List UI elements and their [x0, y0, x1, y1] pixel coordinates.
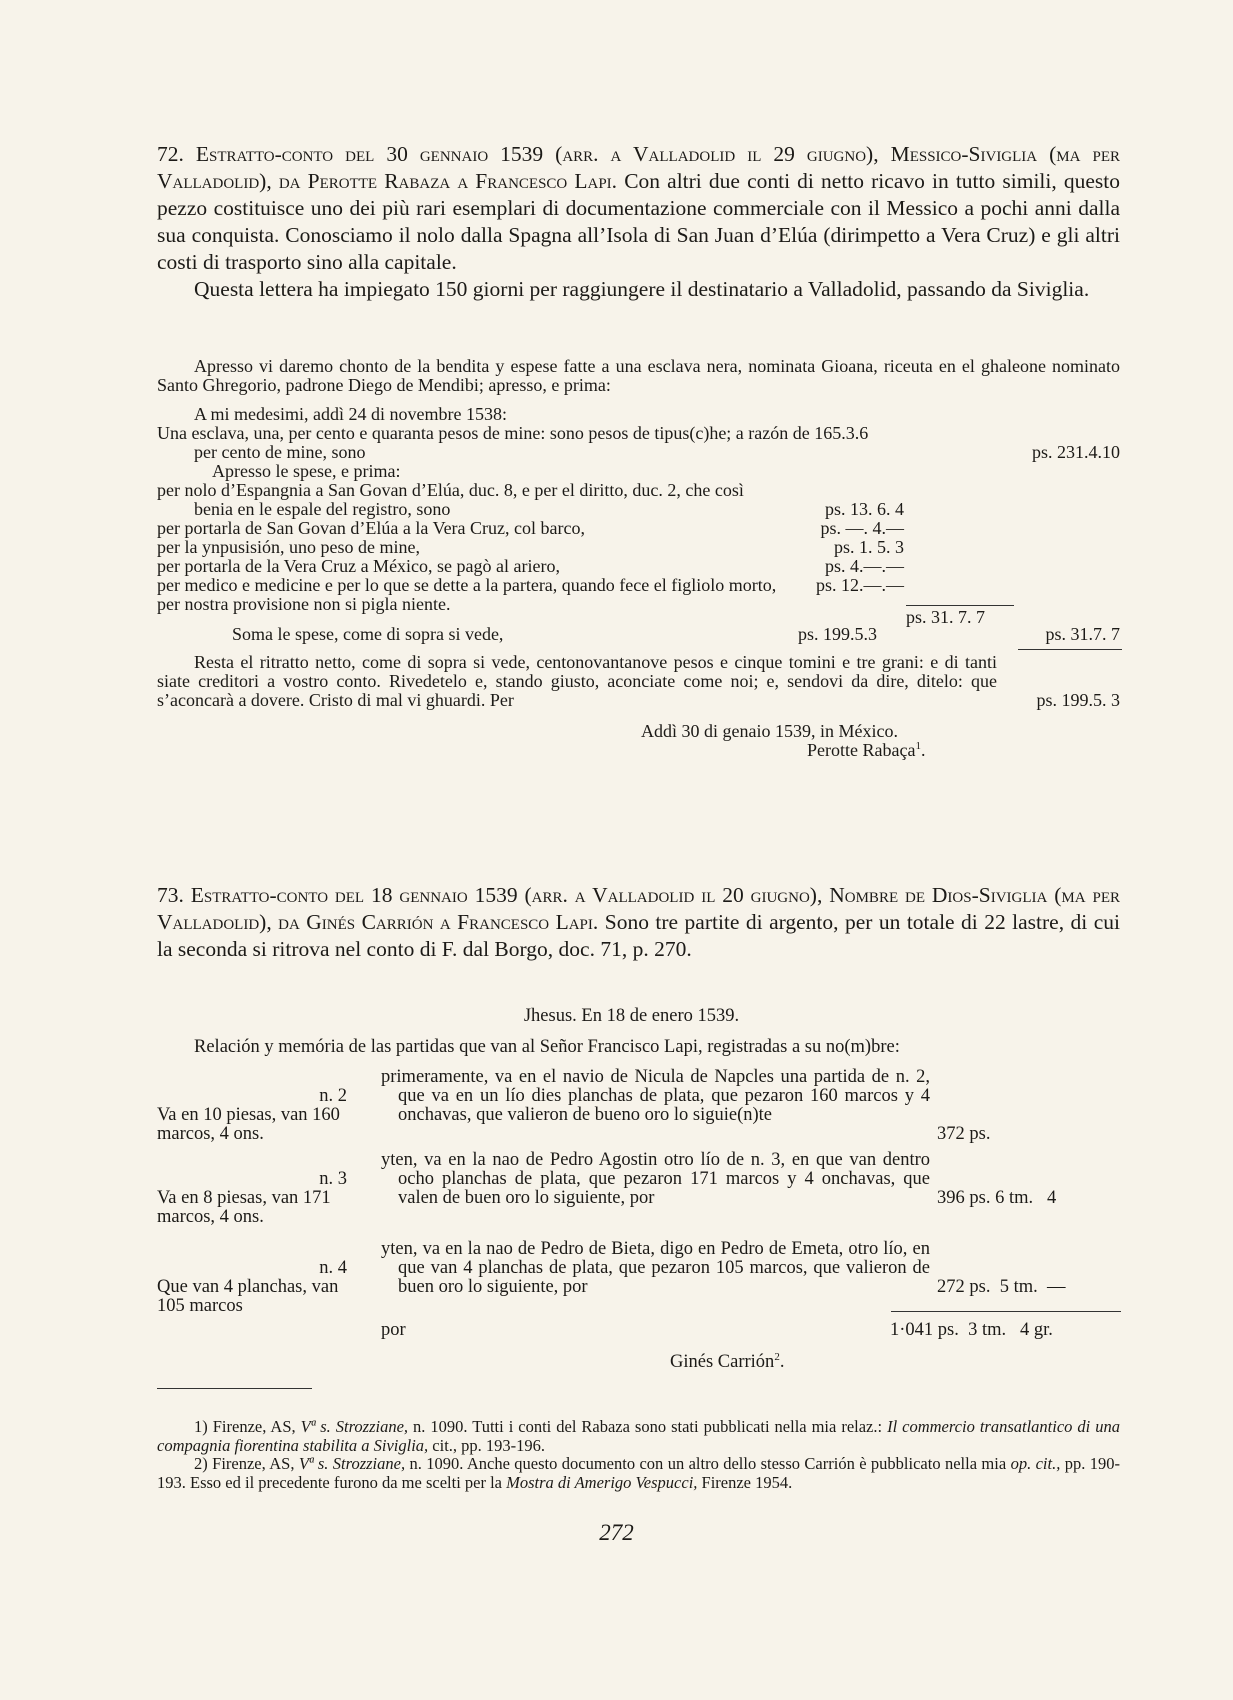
doc73-description: Sono tre partite di argento, per un totale di 22 lastre, di cui la seconda si ritrova nel conto di F. dal Borgo, doc. 71, p. 270.: [157, 910, 1120, 961]
doc73-signature: Ginés Carrión$^2$.: [670, 1350, 785, 1372]
ledger-row: per la ynpusisión, uno peso de mine, ps. 1. 5. 3: [157, 537, 904, 557]
doc72-subtotal: ps. 31. 7. 7: [906, 607, 986, 627]
footnote-ref-2: 2: [774, 1350, 780, 1363]
doc73-intro: [157, 882, 1120, 963]
ledger-row: Apresso le spese, e prima:: [212, 461, 401, 481]
doc72-resta: Resta el ritratto netto, come di sopra si vede, centonovantanove pesos e cinque tomini e tre grani: e di tanti siate creditori a vostro conto. Rivedetelo e, stando giusto, aconciate come noi; e, sendovi da dire, ditelo: que s’aconcarà a dovere. Cristo di mal vi ghuardi. Per: [157, 652, 997, 710]
entry-side: n. 3 Va en 8 piesas, van 171 marcos, 4 ons.: [157, 1169, 347, 1227]
doc72-date: Addì 30 di genaio 1539, in México.: [641, 721, 898, 741]
subtotal-rule: [906, 605, 1014, 606]
doc73-entry: n. 4 Que van 4 planchas, van 105 marcos yten, va en la nao de Pedro de Bieta, digo en Pedro de Emeta, otro lío, en que van 4 planchas de plata, que pezaron 105 marcos, que valieron de buen oro lo siguiente, por 272 ps. 5 tm. —: [157, 1239, 1066, 1316]
ledger-row: Una esclava, una, per cento e quaranta pesos de mine: sono pesos de tipus(c)he; a razón de 165.3.6: [157, 423, 869, 443]
doc72-intro: [157, 141, 1120, 303]
footnote-ref-1: 1: [915, 740, 921, 752]
doc72-number: 72.: [157, 142, 184, 166]
doc73-number: 73.: [157, 883, 184, 907]
doc72-ledger: [157, 405, 1120, 614]
ledger-row: per cento de mine, sono ps. 231.4.10: [194, 442, 1120, 462]
doc72-resta-total: ps. 199.5. 3: [1036, 690, 1120, 710]
ledger-row: benia en le espale del registro, sono ps. 13. 6. 4: [194, 499, 904, 519]
doc73-heading: Estratto-conto del 18 gennaio 1539 (arr. a Valladolid il 20 giugno), Nombre de Dios-Siviglia (ma per Valladolid), da Ginés Carrión a Francesco Lapi.: [157, 883, 1120, 934]
doc72-description: Con altri due conti di netto ricavo in tutto simili, questo pezzo costituisce uno dei più rari esemplari di documentazione commerciale con il Messico a pochi anni dalla sua conquista. Conosciamo il nolo dalla Spagna all’Isola di San Juan d’Elúa (dirimpetto a Vera Cruz) e gli altri costi di trasporto sino alla capitale.: [157, 169, 1120, 274]
doc72-opening: Apresso vi daremo chonto de la bendita y espese fatte a una esclava nera, nominata Gioana, riceuta en el ghaleone nominato Santo Ghregorio, padrone Diego de Mendibi; apresso, e prima:: [157, 356, 1120, 395]
doc73-jhesus: Jhesus. En 18 de enero 1539.: [523, 1006, 740, 1026]
page-number: 272: [599, 1520, 634, 1545]
footnote-rule: [157, 1388, 312, 1389]
ledger-row: per portarla de San Govan d’Elúa a la Vera Cruz, col barco, ps. —. 4.—: [157, 518, 904, 538]
ledger-row: per nostra provisione non si pigla niente.: [157, 594, 451, 614]
doc73-entry: n. 3 Va en 8 piesas, van 171 marcos, 4 ons. yten, va en la nao de Pedro Agostin otro lío de n. 3, en que van dentro ocho planchas de plata, que pezaron 171 marcos y 4 onchavas, que valen de buen oro lo siguiente, por 396 ps. 6 tm. 4: [157, 1150, 1057, 1227]
doc73-entry: n. 2 Va en 10 piesas, van 160 marcos, 4 ons. primeramente, va en el navio de Nicula de Napcles una partida de n. 2, que va en un lío dies planchas de plata, que pezaron 160 marcos y 4 onchavas, que valieron de bueno oro lo siguie(n)te 372 ps.: [157, 1067, 991, 1144]
doc72-signature: Perotte Rabaça$^1$.: [807, 740, 926, 760]
ledger-row: per nolo d’Espangnia a San Govan d’Elúa, duc. 8, e per el diritto, duc. 2, che così: [157, 480, 744, 500]
doc72-soma-label: Soma le spese, come di sopra si vede,: [232, 624, 504, 644]
soma-rule: [1018, 649, 1122, 650]
footnote-2: 2) Firenze, AS, Vª s. Strozziane, n. 1090. Anche questo documento con un altro dello stesso Carrión è pubblicato nella mia op. cit., pp. 190-193. Esso ed il precedente furono da me scelti per la Mostra di Amerigo Vespucci, Firenze 1954.: [157, 1454, 1120, 1492]
entry-side: n. 2 Va en 10 piesas, van 160 marcos, 4 ons.: [157, 1086, 347, 1144]
doc72-soma-mid: ps. 199.5.3: [798, 624, 878, 644]
doc72-soma-right: ps. 31.7. 7: [1045, 624, 1120, 644]
total-rule: [891, 1311, 1121, 1312]
doc72-note: Questa lettera ha impiegato 150 giorni per raggiungere il destinatario a Valladolid, passando da Siviglia.: [194, 277, 1090, 301]
footnotes: [157, 1418, 1120, 1492]
doc73-total: 1·041 ps. 3 tm. 4 gr.: [890, 1320, 1053, 1340]
ledger-row: A mi medesimi, addì 24 di novembre 1538:: [194, 404, 507, 424]
footnote-1: 1) Firenze, AS, Vª s. Strozziane, n. 1090. Tutti i conti del Rabaza sono stati pubblicati nella mia relaz.: Il commercio transatlantico di una compagnia fiorentina stabilita a Siviglia, cit., pp. 193-196.: [157, 1417, 1120, 1455]
doc72-heading: Estratto-conto del 30 gennaio 1539 (arr. a Valladolid il 29 giugno), Messico-Siviglia (ma per Valladolid), da Perotte Rabaza a Francesco Lapi.: [157, 142, 1120, 193]
ledger-row: per portarla de la Vera Cruz a México, se pagò al ariero, ps. 4.—.—: [157, 556, 904, 576]
doc73-por: por: [381, 1320, 406, 1340]
ledger-row: per medico e medicine e per lo que se dette a la partera, quando fece el figliolo morto, ps. 12.—.—: [157, 575, 904, 595]
entry-side: n. 4 Que van 4 planchas, van 105 marcos: [157, 1258, 347, 1316]
doc73-relacion: Relación y memória de las partidas que van al Señor Francisco Lapi, registradas a su no(m)bre:: [194, 1037, 900, 1057]
